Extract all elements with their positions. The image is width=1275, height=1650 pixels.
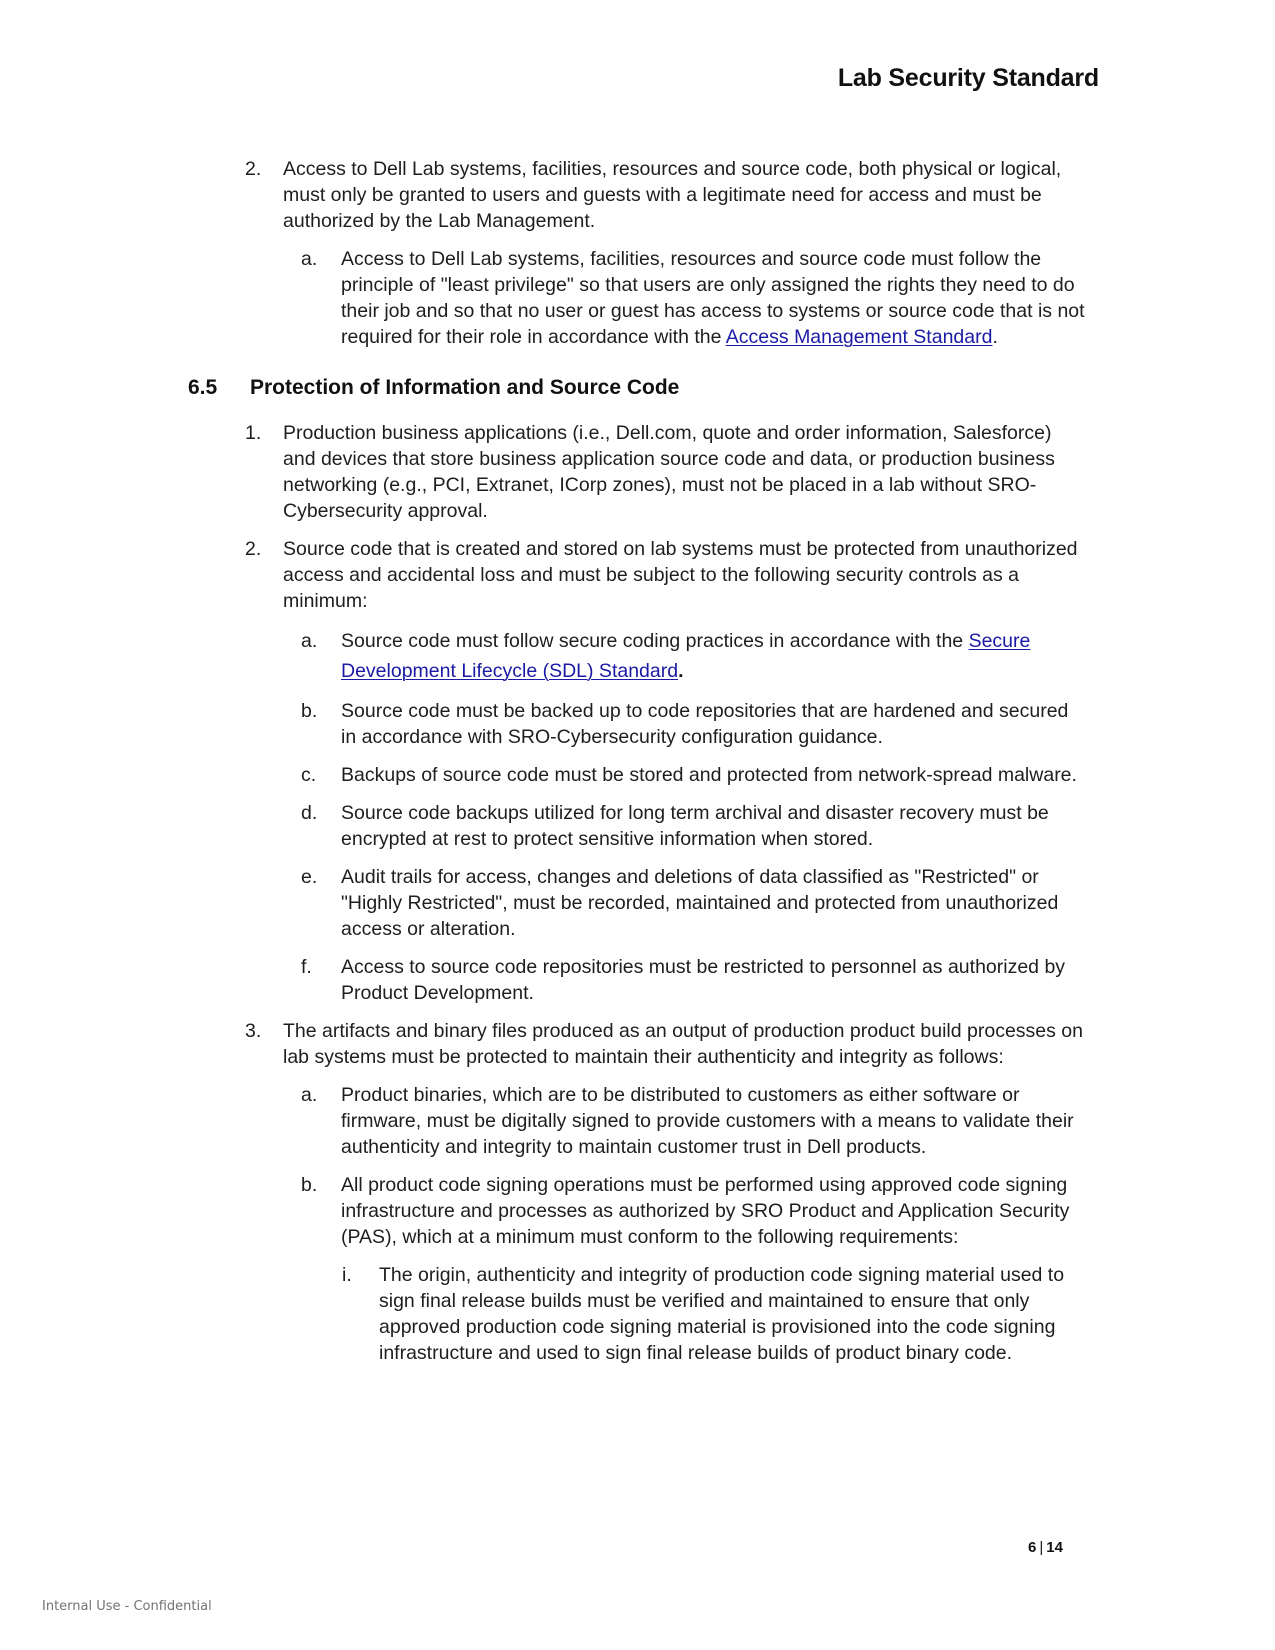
text-span: Source code must follow secure coding practices in accordance with the bbox=[341, 630, 969, 652]
text-span: Access to Dell Lab systems, facilities, resources and source code must follow the principle of "least privilege" so that users are only assigned the rights they need to do their job and so that no user or guest has access to systems or source code that is not required for their role in accordance with the bbox=[341, 248, 1085, 348]
sdl-standard-link[interactable]: Secure Development Lifecycle (SDL) Standard bbox=[341, 630, 1031, 682]
list-subitem bbox=[301, 1082, 1085, 1160]
list-letter: a. bbox=[301, 630, 318, 652]
list-subitem bbox=[301, 762, 1085, 788]
list-number: 2. bbox=[245, 158, 262, 180]
text-span: . bbox=[992, 326, 998, 348]
list-number: 3. bbox=[245, 1020, 262, 1042]
list-letter: a. bbox=[301, 1084, 318, 1106]
list-text: Source code backups utilized for long term archival and disaster recovery must be encrypted at rest to protect sensitive information when stored. bbox=[341, 802, 1049, 850]
list-letter: e. bbox=[301, 866, 318, 888]
classification-label: Internal Use - Confidential bbox=[42, 1599, 212, 1614]
list-text: Access to Dell Lab systems, facilities, resources and source code, both physical or logical, must only be granted to users and guests with a legitimate need for access and must be authorized by the Lab Management. bbox=[283, 158, 1062, 232]
list-text bbox=[341, 246, 1085, 350]
list-subitem bbox=[301, 1172, 1085, 1250]
list-letter: b. bbox=[301, 700, 318, 722]
document-body bbox=[0, 156, 1275, 1366]
page-total: 14 bbox=[1046, 1539, 1063, 1556]
page-current: 6 bbox=[1028, 1539, 1037, 1556]
page-number bbox=[1028, 1539, 1063, 1556]
list-text: The artifacts and binary files produced as an output of production product build processes on lab systems must be protected to maintain their authenticity and integrity as follows: bbox=[283, 1020, 1083, 1068]
list-subsubitem bbox=[342, 1262, 1085, 1366]
list-item bbox=[245, 536, 1085, 614]
list-number: 2. bbox=[245, 538, 262, 560]
list-subitem bbox=[301, 864, 1085, 942]
list-letter: d. bbox=[301, 802, 318, 824]
list-item bbox=[245, 420, 1085, 524]
list-subitem bbox=[301, 698, 1085, 750]
list-text: Source code that is created and stored on lab systems must be protected from unauthorized access and accidental loss and must be subject to the following security controls as a minimum: bbox=[283, 538, 1078, 612]
section-heading bbox=[188, 376, 1275, 404]
list-item bbox=[245, 156, 1085, 234]
list-text: Product binaries, which are to be distributed to customers as either software or firmware, must be digitally signed to provide customers with a means to validate their authenticity and integrity to maintain customer trust in Dell products. bbox=[341, 1084, 1074, 1158]
list-item bbox=[245, 1018, 1085, 1070]
list-text bbox=[341, 626, 1085, 686]
document-header-title: Lab Security Standard bbox=[837, 64, 1099, 92]
list-number: 1. bbox=[245, 422, 262, 444]
list-text: Source code must be backed up to code repositories that are hardened and secured in accordance with SRO-Cybersecurity configuration guidance. bbox=[341, 700, 1069, 748]
list-subitem bbox=[301, 954, 1085, 1006]
section-number: 6.5 bbox=[188, 376, 218, 399]
list-text: Audit trails for access, changes and deletions of data classified as "Restricted" or "Highly Restricted", must be recorded, maintained and protected from unauthorized access or alteration. bbox=[341, 866, 1059, 940]
list-text: All product code signing operations must be performed using approved code signing infrastructure and processes as authorized by SRO Product and Application Security (PAS), which at a minimum must conform to the following requirements: bbox=[341, 1174, 1070, 1248]
list-letter: a. bbox=[301, 248, 318, 270]
access-management-standard-link[interactable]: Access Management Standard bbox=[725, 326, 993, 348]
section-title: Protection of Information and Source Code bbox=[250, 376, 680, 399]
list-letter: f. bbox=[301, 956, 312, 978]
list-text: Backups of source code must be stored and protected from network-spread malware. bbox=[341, 764, 1077, 786]
list-text: Access to source code repositories must be restricted to personnel as authorized by Product Development. bbox=[341, 956, 1066, 1004]
list-text: The origin, authenticity and integrity of production code signing material used to sign final release builds must be verified and maintained to ensure that only approved production code signing material is provisioned into the code signing infrastructure and used to sign final release builds of product binary code. bbox=[379, 1264, 1065, 1364]
page-separator: | bbox=[1039, 1539, 1044, 1556]
list-subitem bbox=[301, 626, 1085, 686]
list-subitem bbox=[301, 800, 1085, 852]
list-letter: c. bbox=[301, 764, 317, 786]
list-subitem bbox=[301, 246, 1085, 350]
list-letter: b. bbox=[301, 1174, 318, 1196]
list-text: Production business applications (i.e., Dell.com, quote and order information, Salesforce) and devices that store business application source code and data, or production business networking (e.g., PCI, Extranet, ICorp zones), must not be placed in a lab without SRO-Cybersecurity approval. bbox=[283, 422, 1055, 522]
text-span: . bbox=[678, 660, 684, 682]
list-roman: i. bbox=[342, 1264, 352, 1286]
